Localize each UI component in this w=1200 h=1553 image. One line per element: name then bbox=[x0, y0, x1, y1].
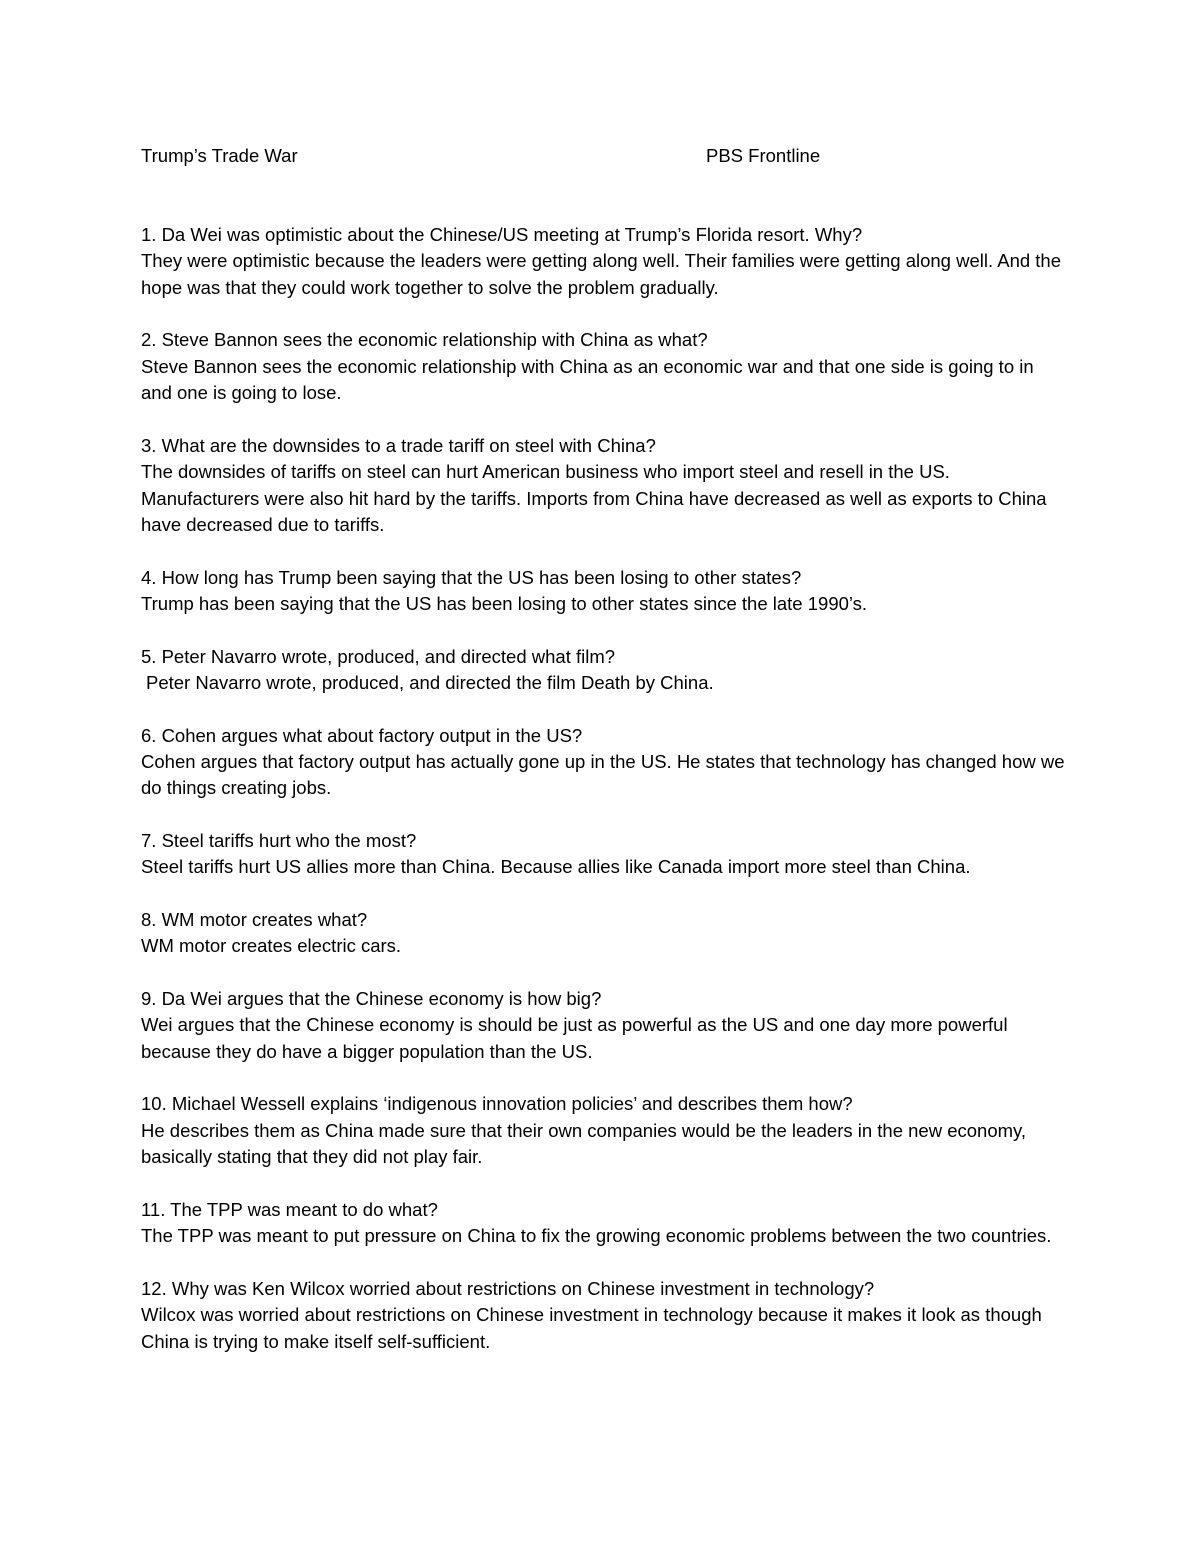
question-1: 1. Da Wei was optimistic about the Chinese/US meeting at Trump’s Florida resort. Why? bbox=[141, 224, 863, 245]
answer-9: Wei argues that the Chinese economy is should be just as powerful as the US and one day more powerful because they do have a bigger population than the US. bbox=[141, 1014, 1008, 1062]
answer-6: Cohen argues that factory output has actually gone up in the US. He states that technology has changed how we do things creating jobs. bbox=[141, 751, 1065, 799]
question-9: 9. Da Wei argues that the Chinese economy is how big? bbox=[141, 988, 602, 1010]
question-4: 4. How long has Trump been saying that the US has been losing to other states? bbox=[141, 566, 802, 588]
qa-list bbox=[141, 222, 1066, 1381]
question-11: 11. The TPP was meant to do what? bbox=[141, 1198, 438, 1220]
answer-1: They were optimistic because the leaders were getting along well. Their families were getting along well. And the hope was that they could work together to solve the problem gradually. bbox=[141, 250, 1062, 298]
document-title: Trump’s Trade War bbox=[141, 145, 298, 166]
answer-10: He describes them as China made sure that their own companies would be the leaders in the new economy, basically stating that they did not play fair. bbox=[141, 1119, 1027, 1168]
answer-3: The downsides of tariffs on steel can hurt American business who import steel and resell in the US. Manufacturers were also hit hard by the tariffs. Imports from China have decreased as well as exports to China have decreased due to tariffs. bbox=[141, 461, 1047, 536]
document-header bbox=[141, 143, 1041, 171]
qa-item-1 bbox=[141, 222, 1066, 301]
answer-2: Steve Bannon sees the economic relationship with China as an economic war and that one side is going to in and one is going to lose. bbox=[141, 355, 1034, 404]
question-7: 7. Steel tariffs hurt who the most? bbox=[141, 830, 417, 852]
qa-item-10 bbox=[141, 1091, 1066, 1170]
question-3: 3. What are the downsides to a trade tariff on steel with China? bbox=[141, 434, 656, 456]
qa-item-3 bbox=[141, 433, 1066, 539]
qa-item-9 bbox=[141, 986, 1066, 1065]
qa-item-5 bbox=[141, 644, 1066, 697]
qa-item-11 bbox=[141, 1197, 1066, 1250]
question-6: 6. Cohen argues what about factory output in the US? bbox=[141, 724, 583, 746]
qa-item-7 bbox=[141, 828, 1066, 881]
qa-item-2 bbox=[141, 327, 1066, 406]
question-10: 10. Michael Wessell explains ‘indigenous innovation policies’ and describes them how? bbox=[141, 1093, 853, 1115]
qa-item-12 bbox=[141, 1276, 1066, 1355]
answer-7: Steel tariffs hurt US allies more than China. Because allies like Canada import more steel than China. bbox=[141, 856, 971, 878]
answer-4: Trump has been saying that the US has been losing to other states since the late 1990’s. bbox=[141, 593, 868, 615]
qa-item-6 bbox=[141, 723, 1066, 802]
question-5: 5. Peter Navarro wrote, produced, and directed what film? bbox=[141, 645, 616, 667]
answer-11: The TPP was meant to put pressure on China to fix the growing economic problems between the two countries. bbox=[141, 1225, 1052, 1247]
qa-item-4 bbox=[141, 565, 1066, 618]
answer-12: Wilcox was worried about restrictions on Chinese investment in technology because it makes it look as though China is trying to make itself self-sufficient. bbox=[141, 1304, 1042, 1352]
question-12: 12. Why was Ken Wilcox worried about restrictions on Chinese investment in technology? bbox=[141, 1277, 875, 1299]
qa-item-8 bbox=[141, 907, 1066, 960]
answer-8: WM motor creates electric cars. bbox=[141, 935, 402, 957]
question-8: 8. WM motor creates what? bbox=[141, 909, 368, 931]
answer-5: Peter Navarro wrote, produced, and directed the film Death by China. bbox=[146, 672, 714, 694]
document-source: PBS Frontline bbox=[706, 145, 821, 166]
question-2: 2. Steve Bannon sees the economic relationship with China as what? bbox=[141, 329, 708, 351]
